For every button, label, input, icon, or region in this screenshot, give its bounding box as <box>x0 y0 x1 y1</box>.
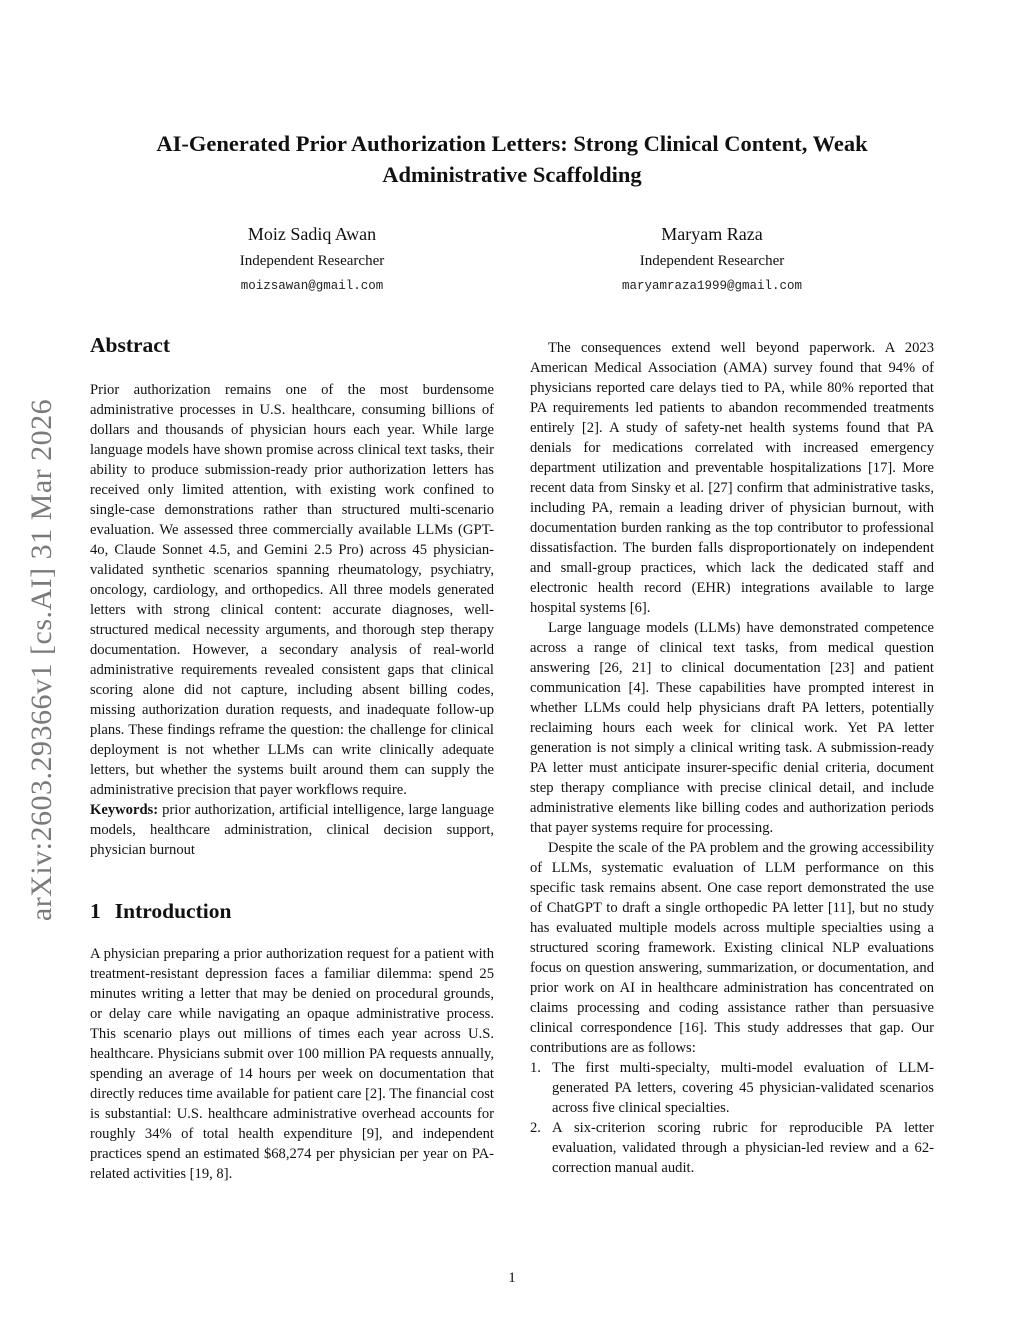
intro-paragraph-2: The consequences extend well beyond paperwork. A 2023 American Medical Association (AMA) survey found that 94% of physicians reported care delays tied to PA, while 80% reported that PA requirements led patients to abandon recommended treatments entirely [2]. A study of safety-net health systems found that PA denials for medications correlated with increased emergency department utilization and preventable hospitalizations [17]. More recent data from Sinsky et al. [27] confirm that administrative tasks, including PA, remain a leading driver of physician burnout, with documentation burden ranking as the top contributor to professional dissatisfaction. The burden falls disproportionately on independent and small-group practices, which lack the dedicated staff and electronic health record (EHR) integrations available to large hospital systems [6]. <box>530 340 934 616</box>
list-item-number: 2. <box>530 1120 541 1136</box>
paper-title: AI-Generated Prior Authorization Letters: Strong Clinical Content, Weak Administrative Scaffolding <box>156 131 868 187</box>
list-item <box>530 1058 934 1118</box>
intro-paragraph-4: Despite the scale of the PA problem and the growing accessibility of LLMs, systematic evaluation of LLM performance on this specific task remains absent. One case report demonstrated the use of ChatGPT to draft a single orthopedic PA letter [11], but no study has evaluated multiple models across multiple specialties using a structured scoring framework. Existing clinical NLP evaluations focus on question answering, summarization, or documentation, and prior work on AI in healthcare administration has concentrated on claims processing and coding assistance rather than persuasive clinical correspondence [16]. This study addresses that gap. Our contributions are as follows: <box>530 840 934 1056</box>
page-number: 1 <box>508 1270 516 1286</box>
contributions-list <box>530 1058 934 1178</box>
author-block-1 <box>142 223 482 295</box>
left-column <box>90 332 494 1184</box>
right-column <box>530 338 934 1178</box>
keywords <box>90 800 494 860</box>
author-block-2 <box>542 223 882 295</box>
author-email[interactable]: moizsawan@gmail.com <box>240 279 384 293</box>
list-item <box>530 1118 934 1178</box>
section-heading-introduction <box>90 898 494 924</box>
list-item-text: The first multi-specialty, multi-model evaluation of LLM-generated PA letters, covering 45 physician-validated scenarios across five clinical specialties. <box>552 1060 934 1116</box>
author-email[interactable]: maryamraza1999@gmail.com <box>621 279 803 293</box>
keywords-label: Keywords: <box>90 802 159 818</box>
intro-paragraph-3: Large language models (LLMs) have demonstrated competence across a range of clinical text tasks, from medical question answering [26, 21] to clinical documentation [23] and patient communication [4]. These capabilities have prompted interest in whether LLMs could help physicians draft PA letters, potentially reclaiming hours each week for clinical work. Yet PA letter generation is not simply a clinical writing task. A submission-ready PA letter must anticipate insurer-specific denial criteria, document step therapy compliance with precise clinical detail, and include administrative elements like billing codes and authorization periods that payer systems require for processing. <box>530 620 934 836</box>
abstract-heading: Abstract <box>90 333 171 357</box>
author-name: Moiz Sadiq Awan <box>247 224 377 244</box>
section-title: Introduction <box>114 899 232 923</box>
author-affiliation: Independent Researcher <box>239 253 385 269</box>
intro-paragraph-1: A physician preparing a prior authorization request for a patient with treatment-resistant depression faces a familiar dilemma: spend 25 minutes writing a letter that may be denied on procedural grounds, or delay care while navigating an opaque administrative process. This scenario plays out millions of times each year across U.S. healthcare. Physicians submit over 100 million PA requests annually, spending an average of 14 hours per week on documentation that directly reduces time available for patient care [2]. The financial cost is substantial: U.S. healthcare administrative overhead accounts for roughly 34% of total health expenditure [9], and independent practices spend an estimated $68,274 per physician per year on PA-related activities [19, 8]. <box>90 946 494 1182</box>
list-item-text: A six-criterion scoring rubric for reproducible PA letter evaluation, validated through a physician-led review and a 62-correction manual audit. <box>552 1120 934 1176</box>
author-affiliation: Independent Researcher <box>639 253 785 269</box>
abstract-text: Prior authorization remains one of the most burdensome administrative processes in U.S. healthcare, consuming billions of dollars and thousands of physician hours each year. While large language models have shown promise across clinical text tasks, their ability to produce submission-ready prior authorization letters has received only limited attention, with existing work confined to single-case demonstrations rather than structured multi-scenario evaluation. We assessed three commercially available LLMs (GPT-4o, Claude Sonnet 4.5, and Gemini 2.5 Pro) across 45 physician-validated synthetic scenarios spanning rheumatology, psychiatry, oncology, cardiology, and orthopedics. All three models generated letters with strong clinical content: accurate diagnoses, well-structured medical necessity arguments, and thorough step therapy documentation. However, a secondary analysis of real-world administrative requirements revealed consistent gaps that clinical scoring alone did not capture, including absent billing codes, missing authorization duration requests, and inadequate follow-up plans. These findings reframe the question: the challenge for clinical deployment is not whether LLMs can write clinically adequate letters, but whether the systems built around them can supply the administrative precision that payer workflows require. <box>90 382 494 798</box>
list-item-number: 1. <box>530 1060 541 1076</box>
arxiv-identifier: arXiv:2603.29366v1 [cs.AI] 31 Mar 2026 <box>25 398 58 922</box>
author-name: Maryam Raza <box>661 224 763 244</box>
section-number: 1 <box>90 899 101 923</box>
keywords-text: prior authorization, artificial intelligence, large language models, healthcare administration, clinical decision support, physician burnout <box>90 802 494 858</box>
